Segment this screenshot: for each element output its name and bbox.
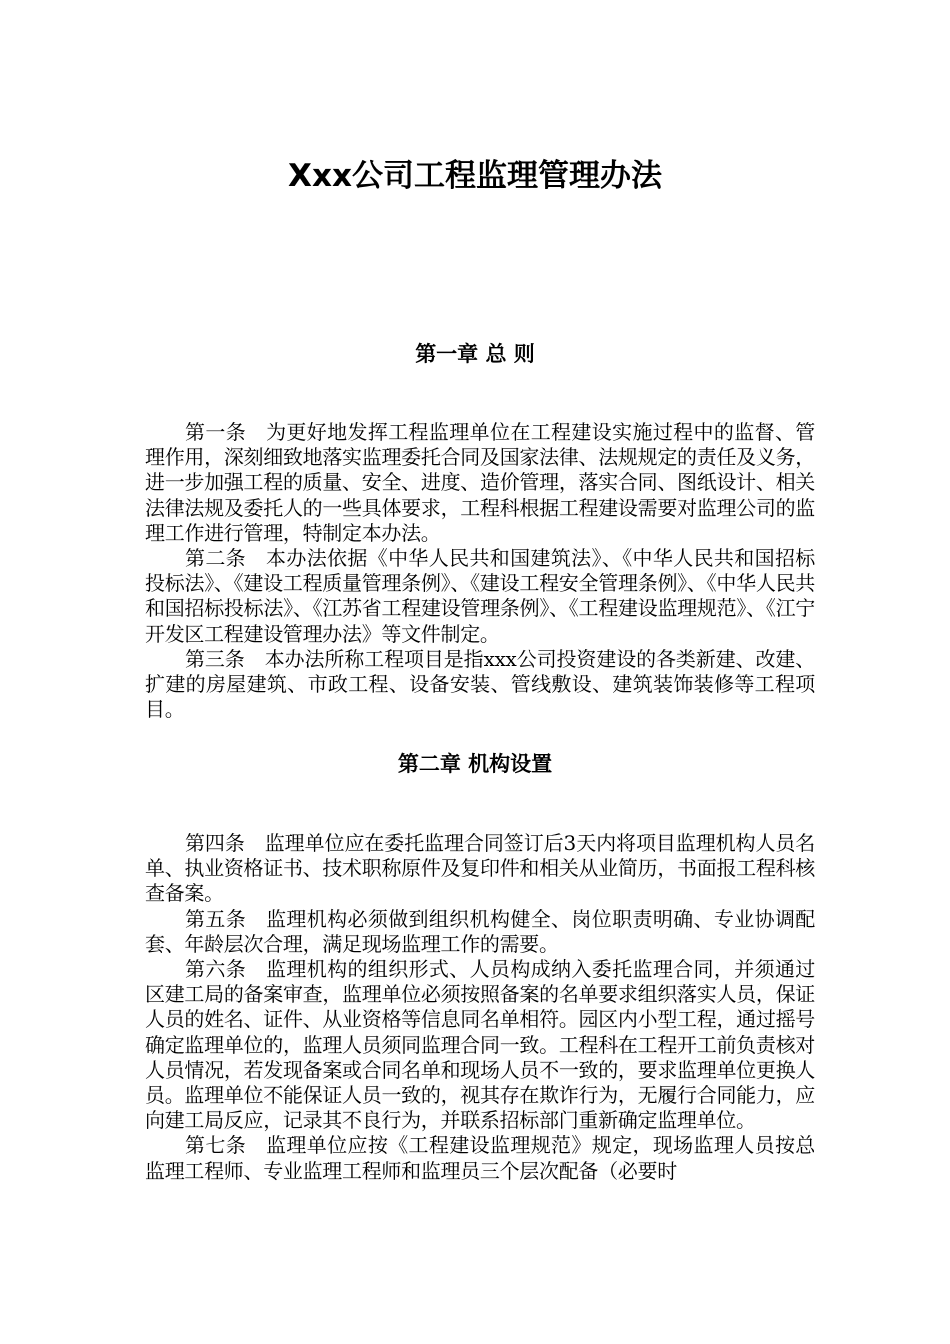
document-title: Xxx公司工程监理管理办法 bbox=[288, 158, 662, 194]
article-paragraph bbox=[145, 957, 815, 1133]
article-text: 监理机构必须做到组织机构健全、岗位职责明确、专业协调配套、年龄层次合理，满足现场监理工作的需要。 bbox=[145, 906, 815, 956]
chapter-body bbox=[145, 420, 815, 722]
article-number: 第四条 bbox=[185, 831, 245, 855]
article-paragraph bbox=[145, 1133, 815, 1183]
article-paragraph bbox=[145, 907, 815, 957]
article-number: 第六条 bbox=[185, 957, 247, 982]
article-text: 监理机构的组织形式、人员构成纳入委托监理合同，并须通过区建工局的备案审查，监理单位必须按照备案的名单要求组织落实人员，保证人员的姓名、证件、从业资格等信息同名单相符。园区内小型工程，通过摇号确定监理单位的，监理人员须同监理合同一致。工程科在工程开工前负责核对人员情况，若发现备案或合同名单和现场人员不一致的，要求监理单位更换人员。监理单位不能保证人员一致的，视其存在欺诈行为，无履行合同能力，应向建工局反应，记录其不良行为，并联系招标部门重新确定监理单位。 bbox=[145, 957, 815, 1133]
article-number: 第七条 bbox=[185, 1133, 247, 1158]
article-number: 第二条 bbox=[185, 546, 247, 571]
article-text: 监理单位应在委托监理合同签订后3天内将项目监理机构人员名单、执业资格证书、技术职称原件及复印件和相关从业简历，书面报工程科核查备案。 bbox=[145, 831, 815, 906]
article-text: 本办法所称工程项目是指xxx公司投资建设的各类新建、改建、扩建的房屋建筑、市政工程、设备安装、管线敷设、建筑装饰装修等工程项目。 bbox=[145, 646, 815, 722]
chapter-title: 第二章 机构设置 bbox=[397, 752, 553, 776]
article-paragraph bbox=[145, 546, 815, 647]
article-text: 为更好地发挥工程监理单位在工程建设实施过程中的监督、管理作用，深刻细致地落实监理委托合同及国家法律、法规规定的责任及义务，进一步加强工程的质量、安全、进度、造价管理，落实合同、图纸设计、相关法律法规及委托人的一些具体要求，工程科根据工程建设需要对监理公司的监理工作进行管理，特制定本办法。 bbox=[145, 420, 815, 545]
article-paragraph bbox=[145, 831, 815, 907]
article-text: 监理单位应按《工程建设监理规范》规定，现场监理人员按总监理工程师、专业监理工程师和监理员三个层次配备（必要时 bbox=[145, 1133, 815, 1183]
chapter-body bbox=[145, 831, 815, 1184]
article-number: 第一条 bbox=[185, 420, 247, 444]
article-number: 第五条 bbox=[185, 906, 247, 931]
article-number: 第三条 bbox=[185, 646, 245, 671]
article-text: 本办法依据《中华人民共和国建筑法》、《中华人民共和国招标投标法》、《建设工程质量管理条例》、《建设工程安全管理条例》、《中华人民共和国招标投标法》、《江苏省工程建设管理条例》、《工程建设监理规范》、《江宁开发区工程建设管理办法》等文件制定。 bbox=[145, 546, 815, 646]
article-paragraph bbox=[145, 647, 815, 723]
chapter-title: 第一章 总 则 bbox=[415, 342, 535, 366]
article-paragraph bbox=[145, 420, 815, 546]
